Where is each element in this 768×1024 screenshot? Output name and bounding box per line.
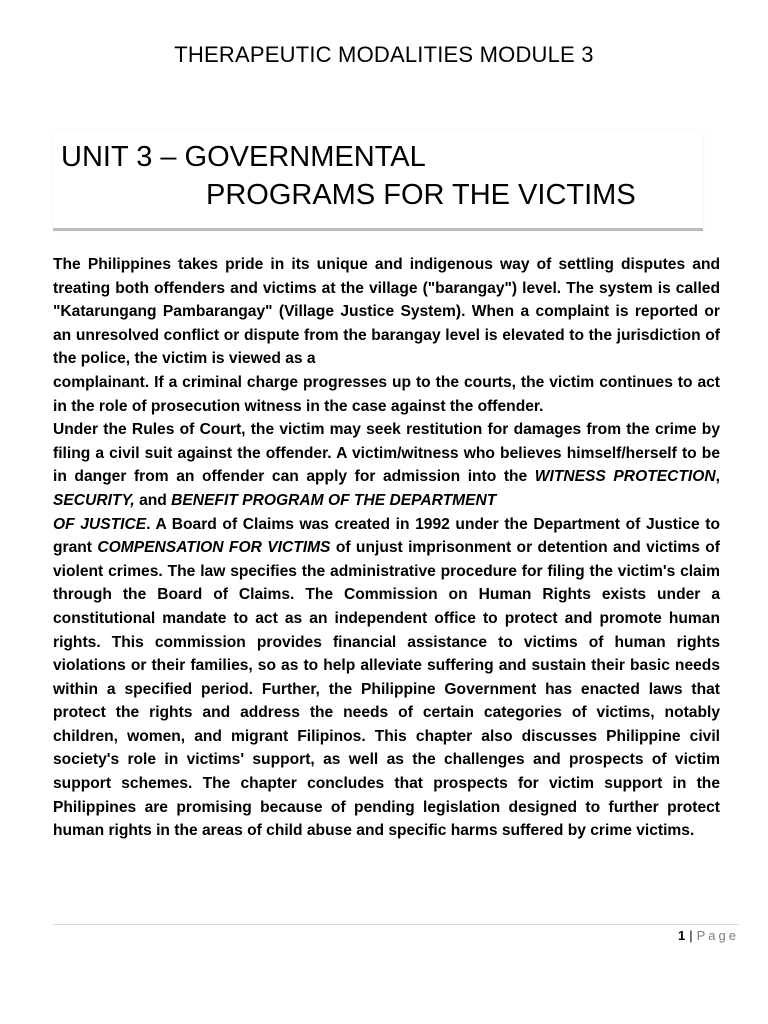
of-justice-emphasis: OF JUSTICE [53,515,147,533]
module-header: THERAPEUTIC MODALITIES MODULE 3 [174,42,594,67]
paragraph-2-text: Under the Rules of Court, the victim may seek restitution for damages from the crime by filing a civil suit against the offender. A victim/witness who believes himself/herself to be in danger from an offender can apply for admission into the [53,421,720,486]
paragraph-3-text-a: . A Board of Claims was created in 1992 under the Department of Justice to grant [53,515,721,557]
footer-divider [53,924,739,925]
paragraph-1a: The Philippines takes pride in its unique and indigenous way of settling disputes and treating both offenders and victims at the village ("barangay") level. The system is called "Katarungang Pambarangay" (Village Justice System). When a complaint is reported or an unresolved conflict or dispute from the barangay level is elevated to the jurisdiction of the police, the victim is viewed as a [53,256,720,368]
unit-title-line-1: UNIT 3 – GOVERNMENTAL [61,141,426,173]
page-label: Page [696,928,739,943]
paragraph-2 [53,418,720,512]
compensation-emphasis: COMPENSATION FOR VICTIMS [97,539,331,557]
paragraph-3 [53,513,720,843]
and-text: and [134,491,172,509]
page-footer [678,927,739,945]
comma-text: , [715,468,720,486]
page-number: 1 [678,928,686,943]
paragraph-1b: complainant. If a criminal charge progresses up to the courts, the victim continues to act in the role of prosecution witness in the case against the offender. [53,373,720,415]
security-emphasis: SECURITY, [53,491,135,509]
witness-protection-emphasis: WITNESS PROTECTION [534,468,716,486]
paragraph-3-text-b: of unjust imprisonment or detention and victims of violent crimes. The law specifies the administrative procedure for filing the victim's claim through the Board of Claims. The Commission on Human Rights exists under a constitutional mandate to act as an independent office to protect and promote human rights. This commission provides financial assistance to victims of human rights violations or their families, so as to help alleviate suffering and sustain their basic needs within a specified period. Further, the Philippine Government has enacted laws that protect the rights and address the needs of certain categories of victims, notably children, women, and migrant Filipinos. This chapter also discusses Philippine civil society's role in victims' support, as well as the challenges and prospects of victim support schemes. The chapter concludes that prospects for victim support in the Philippines are promising because of pending legislation designed to further protect human rights in the areas of child abuse and specific harms suffered by crime victims. [53,539,720,840]
unit-title-line-2: PROGRAMS FOR THE VICTIMS [206,179,636,211]
page-separator: | [689,928,693,943]
unit-title-box [53,131,703,231]
benefit-program-emphasis: BENEFIT PROGRAM OF THE DEPARTMENT [171,491,497,509]
body-text [53,253,720,843]
